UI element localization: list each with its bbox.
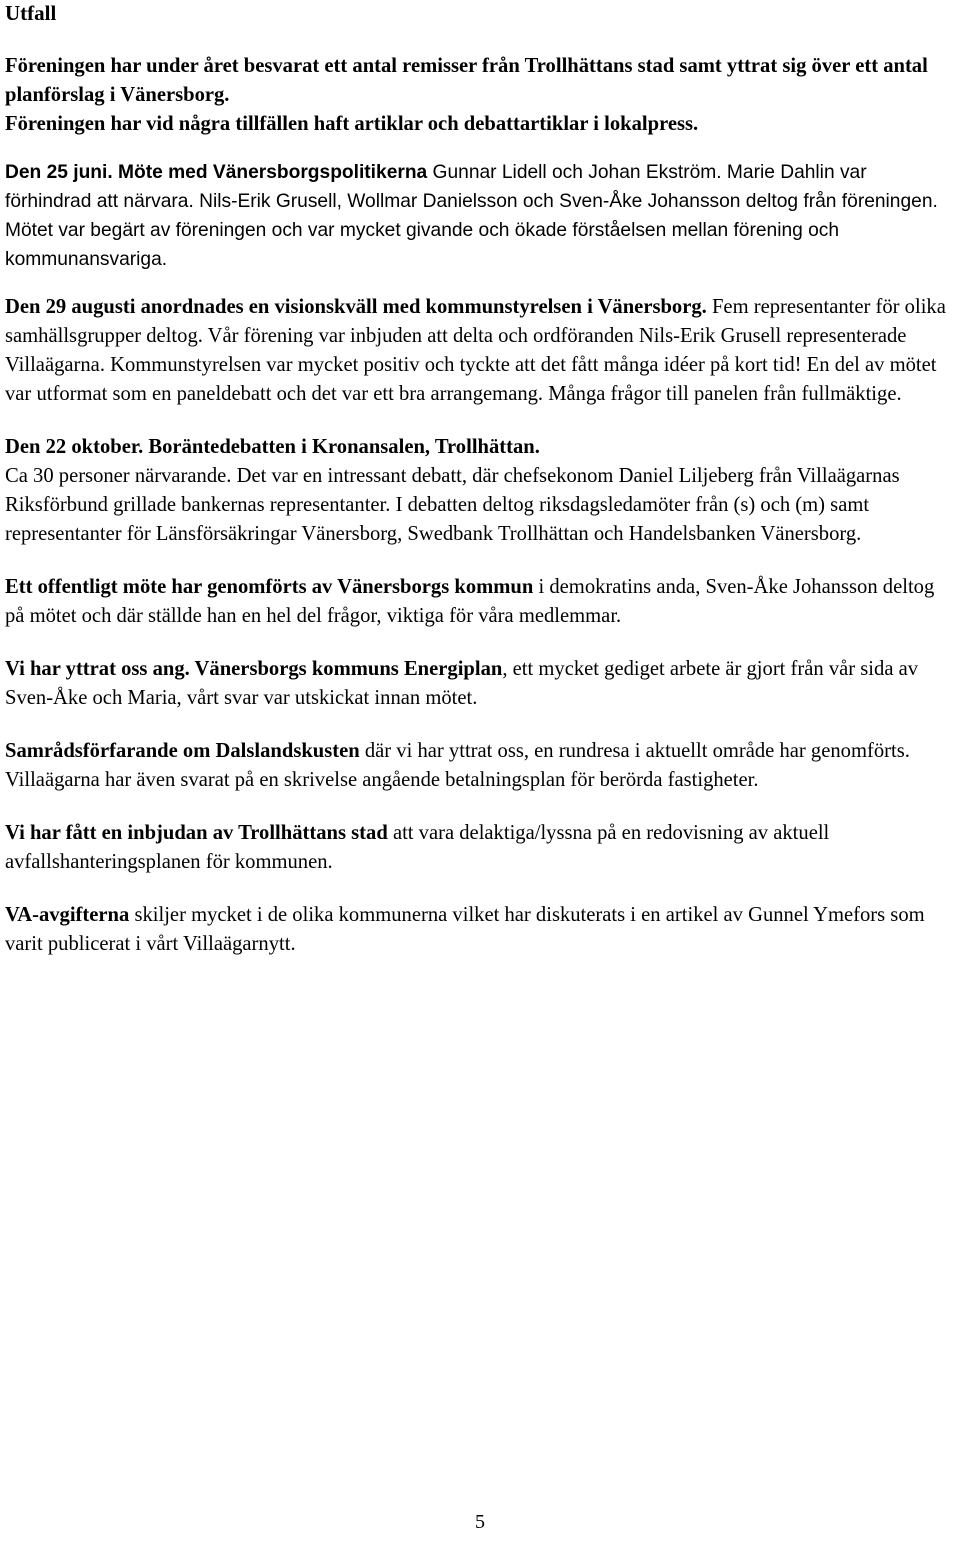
paragraph-va-avgifterna <box>5 901 955 959</box>
paragraph-remisser <box>5 52 955 139</box>
document-page <box>5 0 955 983</box>
paragraph-29-augusti <box>5 293 955 409</box>
paragraph-inbjudan-body: att vara delaktiga/lyssna på en redovisning av aktuell avfallshanteringsplanen för kommunen. <box>5 822 830 873</box>
section-heading: Utfall <box>5 1 57 25</box>
paragraph-22-oktober-lead: Den 22 oktober. Boräntedebatten i Kronansalen, Trollhättan. <box>5 436 540 458</box>
paragraph-va-avgifterna-lead: VA-avgifterna <box>5 904 130 926</box>
paragraph-29-augusti-text <box>5 293 955 409</box>
lokalpress-text: Föreningen har vid några tillfällen haft artiklar och debattartiklar i lokalpress. <box>5 113 699 135</box>
paragraph-offentligt-mote-text <box>5 573 955 631</box>
page-number: 5 <box>475 1511 485 1533</box>
paragraph-energiplan-text <box>5 655 955 713</box>
paragraph-inbjudan-lead: Vi har fått en inbjudan av Trollhättans stad <box>5 822 388 844</box>
paragraph-22-oktober <box>5 433 955 549</box>
paragraph-25-juni-text <box>5 158 955 274</box>
paragraph-29-augusti-lead: Den 29 augusti anordnades en visionskväll med kommunstyrelsen i Vänersborg. <box>5 296 707 318</box>
paragraph-va-avgifterna-text <box>5 901 955 959</box>
paragraph-25-juni <box>5 158 955 274</box>
paragraph-energiplan <box>5 655 955 713</box>
paragraph-25-juni-lead: Den 25 juni. Möte med Vänersborgspolitikerna <box>5 162 428 183</box>
paragraph-dalslandskusten-lead: Samrådsförfarande om Dalslandskusten <box>5 740 360 762</box>
paragraph-offentligt-mote-lead: Ett offentligt möte har genomförts av Vänersborgs kommun <box>5 576 534 598</box>
paragraph-inbjudan-text <box>5 819 955 877</box>
paragraph-va-avgifterna-body: skiljer mycket i de olika kommunerna vilket har diskuterats i en artikel av Gunnel Ymefors som varit publicerat i vårt Villaägarnytt. <box>5 904 925 955</box>
paragraph-22-oktober-body: Ca 30 personer närvarande. Det var en intressant debatt, där chefsekonom Daniel Liljeberg från Villaägarnas Riksförbund grillade bankernas representanter. I debatten deltog riksdagsledamöter från (s) och (m) samt representanter för Länsförsäkringar Vänersborg, Swedbank Trollhättan och Handelsbanken Vänersborg. <box>5 465 900 545</box>
paragraph-dalslandskusten-body: där vi har yttrat oss, en rundresa i aktuellt område har genomförts. <box>359 740 910 762</box>
paragraph-offentligt-mote <box>5 573 955 631</box>
paragraph-25-juni-body: Gunnar Lidell och Johan Ekström. Marie Dahlin var förhindrad att närvara. Nils-Erik Grusell, Wollmar Danielsson och Sven-Åke Johansson deltog från föreningen. Mötet var begärt av föreningen och var mycket givande och ökade förståelsen mellan förening och kommunansvariga. <box>5 162 938 270</box>
paragraph-29-augusti-body: Fem representanter för olika samhällsgrupper deltog. Vår förening var inbjuden att delta och ordföranden Nils-Erik Grusell representerade Villaägarna. Kommunstyrelsen var mycket positiv och tyckte att det fått många idéer på kort tid! En del av mötet var utformat som en paneldebatt och det var ett bra arrangemang. Många frågor till panelen från fullmäktige. <box>5 296 946 405</box>
paragraph-offentligt-mote-body: i demokratins anda, Sven-Åke Johansson deltog på mötet och där ställde han en hel del frågor, viktiga för våra medlemmar. <box>5 576 935 627</box>
remisser-text: Föreningen har under året besvarat ett antal remisser från Trollhättans stad samt yttrat sig över ett antal planförslag i Vänersborg. <box>5 55 928 106</box>
paragraph-dalslandskusten <box>5 737 955 795</box>
paragraph-energiplan-body: , ett mycket gediget arbete är gjort från vår sida av Sven-Åke och Maria, vårt svar var utskickat innan mötet. <box>5 658 919 709</box>
paragraph-betalningsplan-text: Villaägarna har även svarat på en skrivelse angående betalningsplan för berörda fastigheter. <box>5 769 759 791</box>
paragraph-dalslandskusten-text <box>5 737 955 766</box>
paragraph-energiplan-lead: Vi har yttrat oss ang. Vänersborgs kommuns Energiplan <box>5 658 503 680</box>
paragraph-inbjudan <box>5 819 955 877</box>
